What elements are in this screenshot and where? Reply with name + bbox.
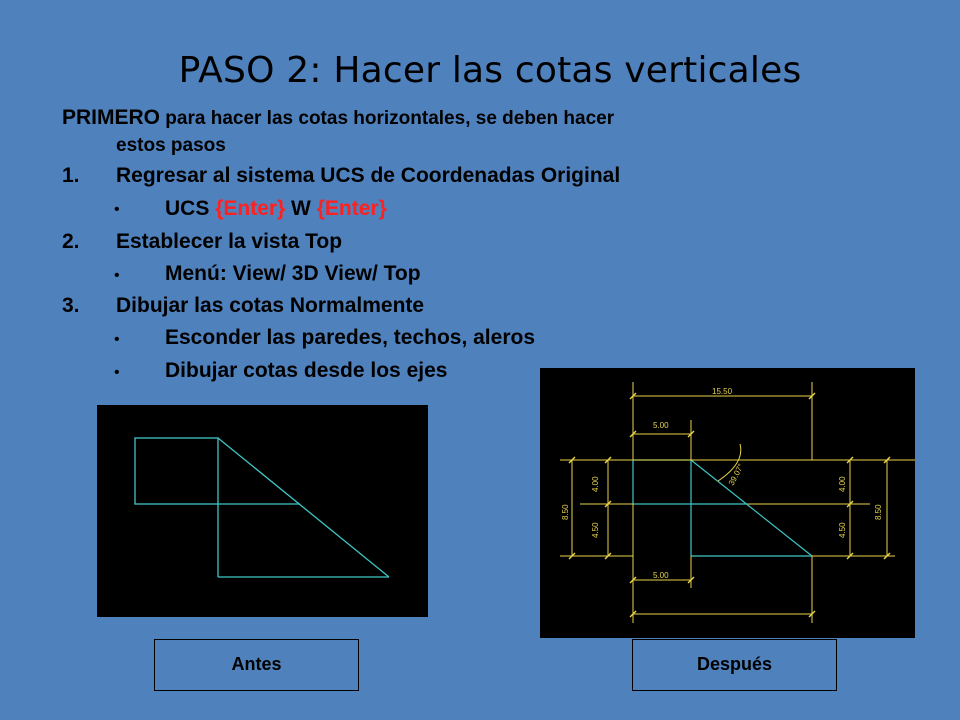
before-drawing-svg	[97, 405, 428, 617]
bullet-menu: Menú: View/ 3D View/ Top	[165, 262, 421, 285]
dim-right-upper-text: 4.00	[838, 476, 847, 492]
dim-left-total-text: 8.50	[561, 504, 570, 520]
step-1-number: 1.	[62, 164, 80, 187]
bullet-hide: Esconder las paredes, techos, aleros	[165, 326, 536, 349]
before-upper-rect	[135, 438, 218, 504]
bullet-ucs	[165, 197, 387, 221]
bullet-menu-marker: •	[114, 267, 120, 284]
caption-before: Antes	[154, 639, 359, 691]
before-diagonal	[218, 438, 389, 577]
intro-rest: para hacer las cotas horizontales, se deben hacer	[160, 108, 615, 129]
ucs-mid: W	[285, 197, 317, 220]
dim-right-total-text: 8.50	[874, 504, 883, 520]
step-1-text: Regresar al sistema UCS de Coordenadas Original	[116, 164, 621, 187]
bullet-draw-marker: •	[114, 364, 120, 381]
intro-bold: PRIMERO	[62, 106, 161, 129]
dim-bottom-left-text: 5.00	[653, 571, 669, 580]
step-3-text: Dibujar las cotas Normalmente	[116, 294, 425, 317]
ucs-prefix: UCS	[165, 197, 216, 220]
dim-top-total-text: 15.50	[712, 387, 733, 396]
step-2-number: 2.	[62, 230, 80, 253]
intro-line-2: estos pasos	[116, 135, 226, 156]
caption-after: Después	[632, 639, 837, 691]
dim-top-left-text: 5.00	[653, 421, 669, 430]
after-drawing	[540, 368, 915, 638]
bullet-draw: Dibujar cotas desde los ejes	[165, 359, 448, 382]
slide-title: PASO 2: Hacer las cotas verticales	[178, 50, 802, 91]
dim-left-upper-text: 4.00	[591, 476, 600, 492]
before-drawing	[97, 405, 428, 617]
after-upper-rect	[633, 460, 691, 504]
dim-left-lower-text: 4.50	[591, 522, 600, 538]
after-diagonal	[691, 460, 812, 556]
dim-angle-text: 39.07°	[726, 462, 746, 487]
bullet-ucs-marker: •	[114, 201, 120, 218]
ucs-enter-1: {Enter}	[215, 197, 286, 220]
after-drawing-svg	[540, 368, 915, 638]
dim-right-lower-text: 4.50	[838, 522, 847, 538]
step-3-number: 3.	[62, 294, 80, 317]
bullet-hide-marker: •	[114, 331, 120, 348]
intro-line	[62, 106, 614, 131]
step-2-text: Establecer la vista Top	[116, 230, 343, 253]
ucs-enter-2: {Enter}	[316, 197, 387, 220]
